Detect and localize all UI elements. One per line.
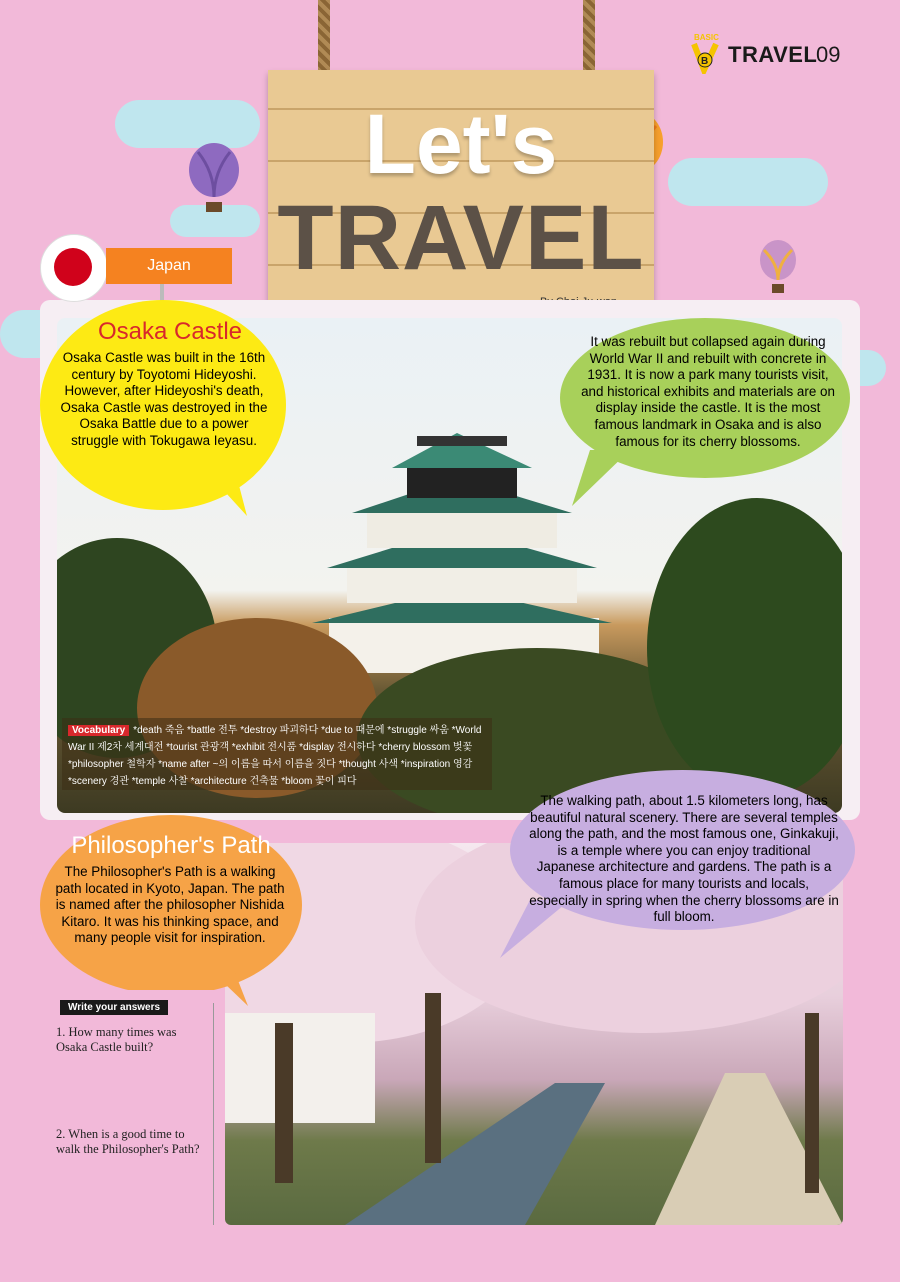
path-detail-text: The walking path, about 1.5 kilometers long, has beautiful natural scenery. There are several temples along the path, and the most famous one, Ginkakuji, is a temple where you can enjoy traditional Japanese architecture and gardens. The path is a famous place for many tourists and locals, especially in spring when the cherry blossoms are in full bloom. [529, 793, 839, 925]
hot-air-balloon-icon [758, 240, 798, 296]
hot-air-balloon-icon [186, 142, 242, 214]
osaka-history-text: It was rebuilt but collapsed again during World War II and rebuilt with concrete in 1931. It is now a park many tourists visit, and historical exhibits and materials are on display inside the castle. It is the most famous landmark in Osaka and is also famous for its cherry blossoms. [581, 334, 835, 449]
v-mascot-icon [690, 30, 720, 74]
page-title-main: TRAVEL [277, 187, 645, 289]
vocabulary-box [62, 718, 492, 790]
japan-flag-dot [54, 248, 92, 286]
osaka-heading: Osaka Castle [97, 318, 243, 345]
question-2: 2. When is a good time to walk the Philosopher's Path? [56, 1127, 200, 1156]
divider [213, 1003, 214, 1225]
page-title: Let's [364, 97, 558, 191]
vocabulary-text: *death 죽음 *battle 전투 *destroy 파괴하다 *due to 때문에 *struggle 싸움 *World War II 제2차 세계대전 *tourist 관광객 *exhibit 전시품 *display 전시하다 *cherry blossom 벚꽃 *philosopher 철학자 *name after ~의 이름을 따서 이름을 짓다 *thought 사색 *inspiration 영감 *scenery 경관 *temple 사찰 *architecture 건축물 *bloom 꽃이 피다 [68, 725, 482, 787]
cloud-shape [668, 158, 828, 206]
location-tag: Japan [106, 248, 232, 284]
path-intro-text: The Philosopher's Path is a walking path located in Kyoto, Japan. The path is named after the philosopher Nishida Kitaro. It was his thinking space, and many people visit for inspiration. [55, 864, 285, 946]
page-number: 09 [816, 42, 841, 67]
bubble-tail [570, 450, 630, 510]
svg-text:BASIC: BASIC [694, 33, 719, 42]
vocabulary-label: Vocabulary [68, 725, 129, 736]
bubble-tail [205, 470, 250, 520]
question-1: 1. How many times was Osaka Castle built? [56, 1025, 177, 1054]
section-title: TRAVEL [728, 42, 818, 67]
cloud-shape [115, 100, 260, 148]
philosophers-path-heading: Philosopher's Path [71, 832, 271, 859]
svg-text:B: B [701, 56, 709, 67]
rope [583, 0, 595, 72]
rope [318, 0, 330, 72]
osaka-text: Osaka Castle was built in the 16th century by Toyotomi Hideyoshi. However, after Hideyoshi's death, Osaka Castle was destroyed in the Osaka Battle due to a power struggle with Tokugawa Ieyasu. [60, 350, 268, 448]
answers-label: Write your answers [60, 1000, 168, 1015]
